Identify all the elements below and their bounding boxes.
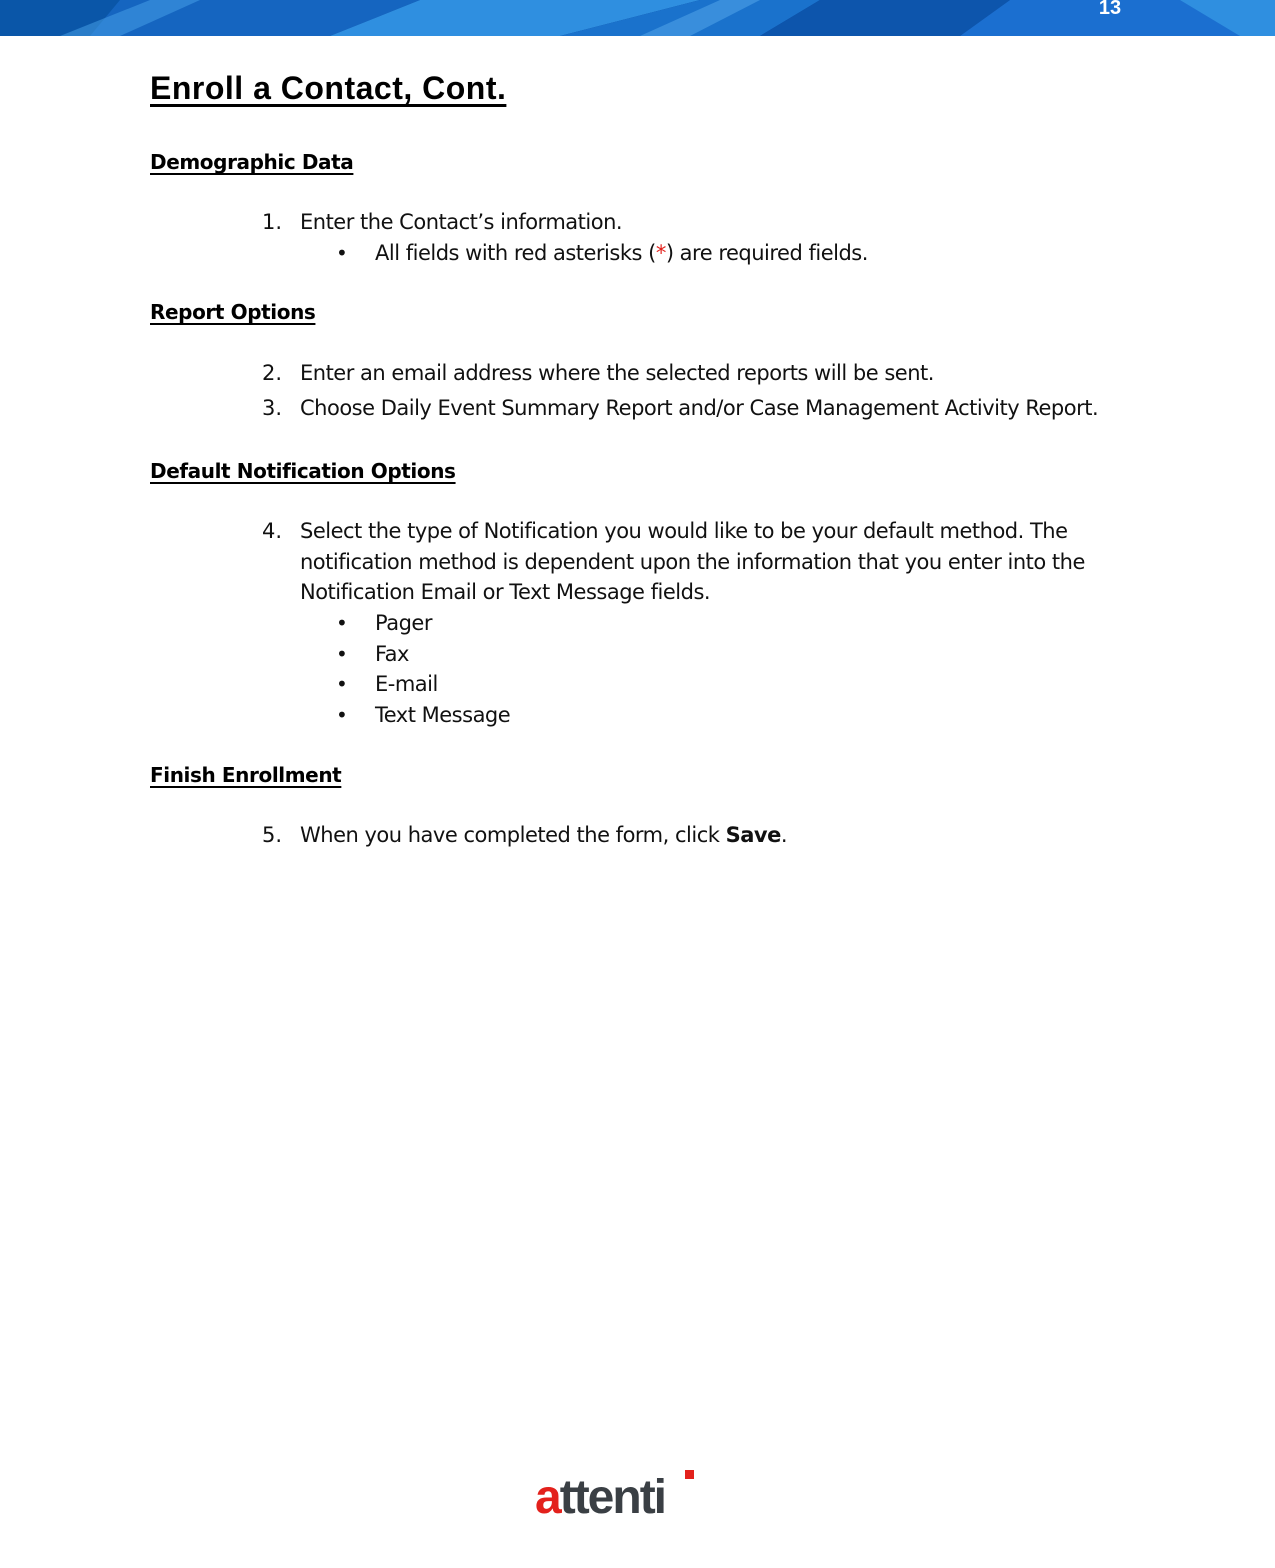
step-4-line-2: notification method is dependent upon the information that you enter into the xyxy=(300,550,1085,574)
step-number: 2. xyxy=(262,361,283,385)
option-fax: Fax xyxy=(375,642,409,666)
heading-report-options: Report Options xyxy=(150,300,316,324)
step-number: 5. xyxy=(262,823,283,847)
option-text-message: Text Message xyxy=(375,703,511,727)
bullet-icon: • xyxy=(336,241,348,265)
note-text-before: All fields with red asterisks ( xyxy=(375,241,656,265)
step-5-text-before: When you have completed the form, click xyxy=(300,823,726,847)
step-number: 1. xyxy=(262,210,283,234)
bullet-icon: • xyxy=(336,672,348,696)
bullet-icon: • xyxy=(336,703,348,727)
step-3-text: Choose Daily Event Summary Report and/or Case Management Activity Report. xyxy=(300,396,1099,420)
page-number: 13 xyxy=(1098,0,1122,19)
step-number: 4. xyxy=(262,519,283,543)
required-fields-note xyxy=(375,238,868,268)
heading-finish-enrollment: Finish Enrollment xyxy=(150,763,342,787)
page-title: Enroll a Contact, Cont. xyxy=(150,70,507,106)
save-keyword: Save xyxy=(725,823,781,847)
step-4-line-3: Notification Email or Text Message fields. xyxy=(300,580,711,604)
option-email: E-mail xyxy=(375,672,438,696)
bullet-icon: • xyxy=(336,642,348,666)
heading-demographic-data: Demographic Data xyxy=(150,150,354,174)
banner-graphic xyxy=(0,0,1275,36)
step-number: 3. xyxy=(262,396,283,420)
bullet-icon: • xyxy=(336,611,348,635)
attenti-logo xyxy=(535,1465,705,1525)
option-pager: Pager xyxy=(375,611,432,635)
step-5-text-after: . xyxy=(780,823,788,847)
step-2-text: Enter an email address where the selected reports will be sent. xyxy=(300,361,934,385)
step-1-text: Enter the Contact’s information. xyxy=(300,210,623,234)
step-5-text xyxy=(300,820,1120,850)
svg-text:attenti: attenti xyxy=(535,1471,666,1524)
note-text-after: ) are required fields. xyxy=(665,241,868,265)
heading-default-notification-options: Default Notification Options xyxy=(150,459,456,483)
red-asterisk: * xyxy=(655,241,666,265)
header-banner xyxy=(0,0,1275,36)
step-4-line-1: Select the type of Notification you would like to be your default method. The xyxy=(300,519,1068,543)
